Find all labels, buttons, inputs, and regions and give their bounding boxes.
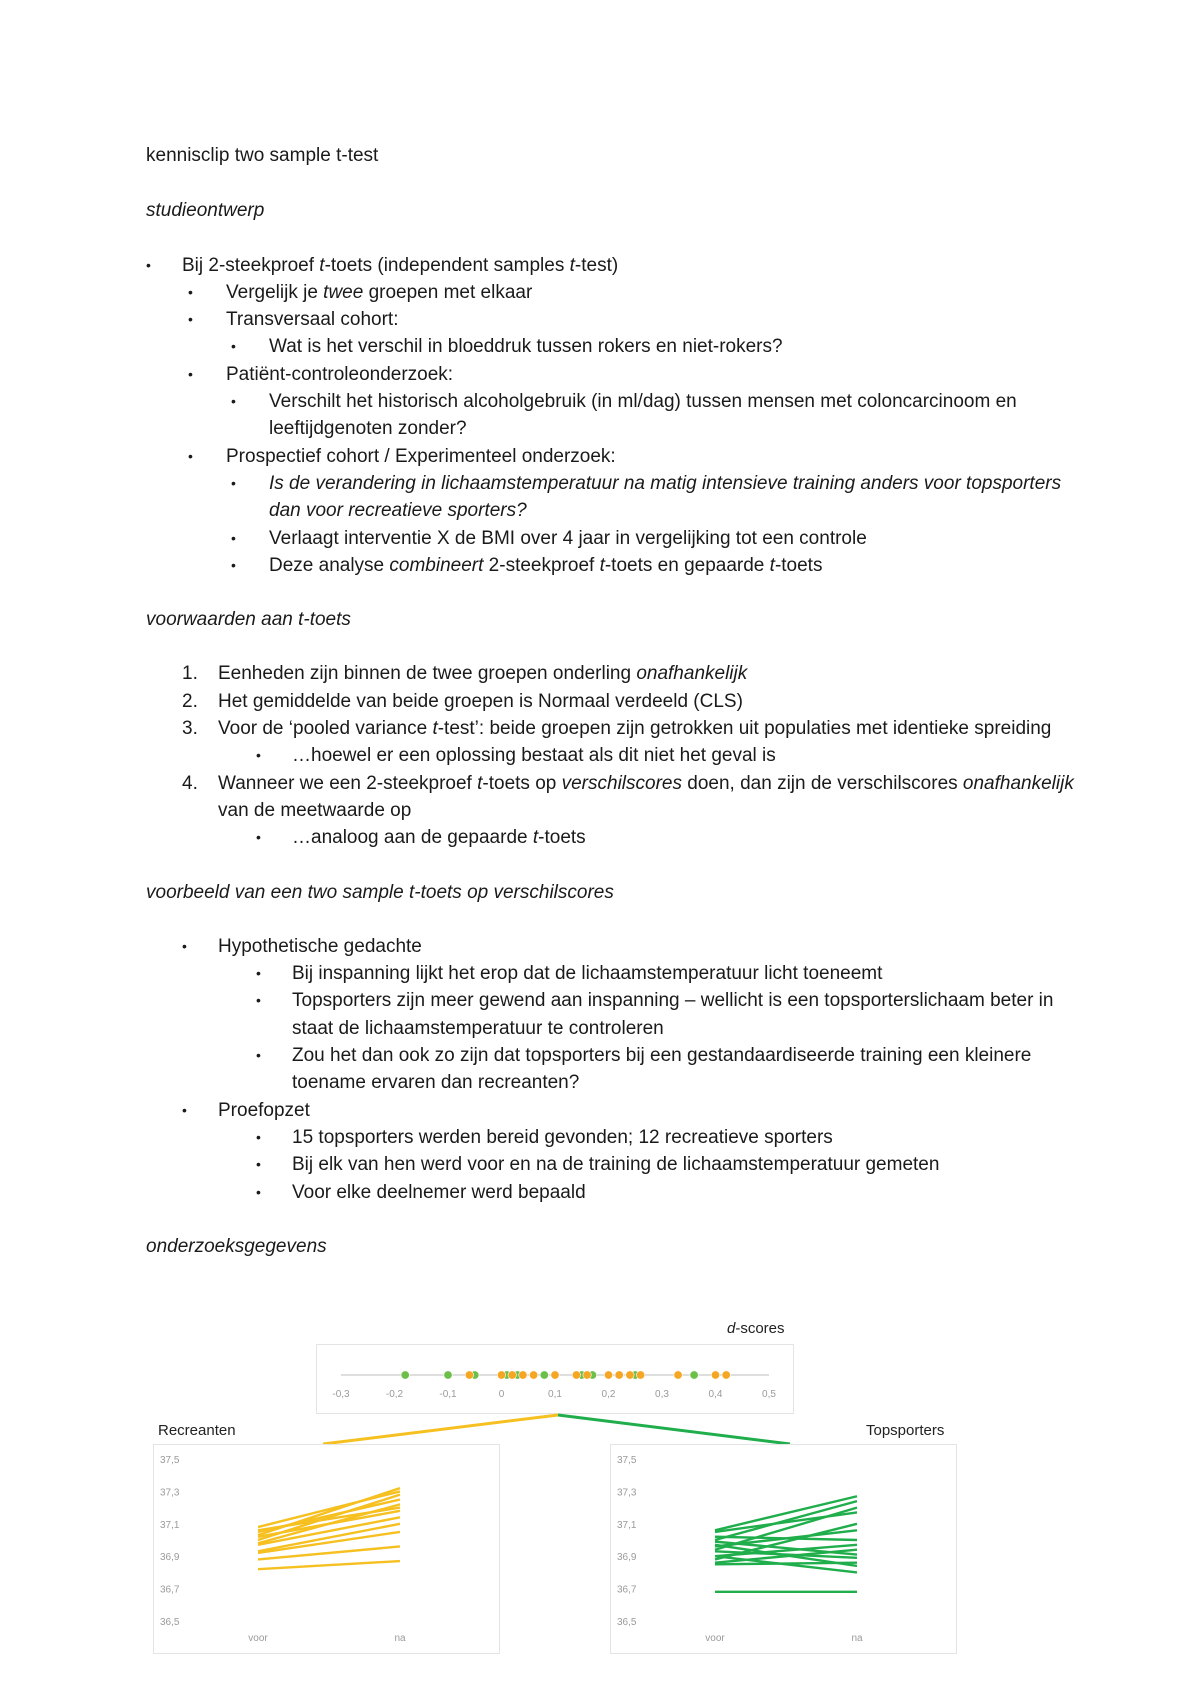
dscores-point (401, 1371, 409, 1379)
bullet-icon: • (256, 1047, 261, 1064)
section-heading-onderzoeksgegevens: onderzoeksgegevens (146, 1235, 327, 1257)
bullet-icon: • (256, 965, 261, 982)
bullet-icon: • (256, 1183, 261, 1200)
dscores-tick-label: -0,2 (385, 1389, 404, 1400)
y-tick-label: 36,9 (160, 1552, 180, 1564)
dscores-point (636, 1371, 644, 1379)
recreanten-chart (154, 1445, 499, 1653)
dscores-point (711, 1371, 719, 1379)
numbered-item: 1. Eenheden zijn binnen de twee groepen onderling onafhankelijk (182, 663, 748, 685)
bullet-icon: • (146, 256, 151, 273)
bullet-icon: • (231, 474, 236, 491)
section-heading-studieontwerp: studieontwerp (146, 200, 265, 222)
dscores-tick-label: -0,3 (332, 1389, 350, 1400)
dscores-tick-label: -0,1 (439, 1389, 457, 1400)
participant-line (715, 1537, 857, 1540)
y-tick-label: 36,7 (160, 1584, 180, 1596)
dscores-point (690, 1371, 698, 1379)
recreanten-panel (153, 1444, 500, 1654)
dscores-title: d-scores (727, 1320, 785, 1337)
y-tick-label: 37,3 (617, 1487, 637, 1499)
dscores-point (674, 1371, 682, 1379)
dscores-point (529, 1371, 537, 1379)
dscores-tick-label: 0,4 (708, 1389, 723, 1400)
x-tick-label: na (394, 1633, 406, 1644)
bullet-icon: • (256, 747, 261, 764)
list-item: • Is de verandering in lichaamstemperatuur na matig intensieve training anders voor topsporters dan voor recreatieve sporters? (146, 470, 1076, 525)
dscores-tick-label: 0 (498, 1389, 505, 1400)
topsporters-label: Topsporters (866, 1422, 945, 1439)
connector-topsporters (558, 1415, 790, 1444)
y-tick-label: 36,5 (160, 1617, 180, 1628)
recreanten-label: Recreanten (158, 1422, 236, 1439)
dscores-point (465, 1371, 473, 1379)
dscores-point (444, 1371, 452, 1379)
list-item: • Bij inspanning lijkt het erop dat de lichaamstemperatuur licht toeneemt (146, 960, 1076, 987)
list-item: • Voor elke deelnemer werd bepaald (146, 1179, 1076, 1206)
dscores-point (572, 1371, 580, 1379)
y-tick-label: 37,1 (617, 1519, 637, 1531)
topsporters-chart (611, 1445, 956, 1653)
list-item: • Hypothetische gedachte (146, 933, 1076, 960)
numbered-item: 4. Wanneer we een 2-steekproef t-toets op verschilscores doen, dan zijn de verschilscores onafhankelijk van de meetwaarde op (182, 772, 1074, 821)
dscores-point (722, 1371, 730, 1379)
data-figure (150, 1314, 960, 1654)
dscores-point (540, 1371, 548, 1379)
list-item: • Deze analyse combineert 2-steekproef t-toets en gepaarde t-toets (146, 552, 1076, 579)
bullet-icon: • (188, 311, 193, 328)
dscores-tick-label: 0,5 (762, 1389, 776, 1400)
dscores-panel (316, 1344, 794, 1414)
bullet-icon: • (188, 283, 193, 300)
x-tick-label: voor (705, 1633, 725, 1644)
bullet-icon: • (231, 338, 236, 355)
bullet-icon: • (256, 1128, 261, 1145)
list-item: • Verlaagt interventie X de BMI over 4 jaar in vergelijking tot een controle (146, 525, 1076, 552)
dscores-tick-label: 0,2 (601, 1389, 616, 1400)
y-tick-label: 37,3 (160, 1487, 180, 1499)
dscores-point (615, 1371, 623, 1379)
participant-line (258, 1561, 400, 1569)
bullet-icon: • (256, 829, 261, 846)
document-body (146, 142, 1076, 1287)
topsporters-panel (610, 1444, 957, 1654)
bullet-icon: • (231, 556, 236, 573)
list-item: • Prospectief cohort / Experimenteel onderzoek: (146, 443, 1076, 470)
y-tick-label: 37,5 (617, 1455, 637, 1466)
dscores-point (519, 1371, 527, 1379)
list-item: • Bij 2-steekproef t-toets (independent samples t-test) (146, 252, 1076, 279)
bullet-icon: • (182, 937, 187, 954)
dscores-point (497, 1371, 505, 1379)
bullet-icon: • (188, 365, 193, 382)
list-item: • 15 topsporters werden bereid gevonden; 12 recreatieve sporters (146, 1124, 1076, 1151)
list-item: • Zou het dan ook zo zijn dat topsporters bij een gestandaardiseerde training een kleinere toename ervaren dan recreanten? (146, 1042, 1076, 1097)
dscores-point (604, 1371, 612, 1379)
dscores-point (551, 1371, 559, 1379)
section-studieontwerp (146, 252, 1076, 580)
y-tick-label: 37,5 (160, 1455, 180, 1466)
list-item: • Vergelijk je twee groepen met elkaar (146, 279, 1076, 306)
dscores-point (626, 1371, 634, 1379)
y-tick-label: 36,5 (617, 1617, 637, 1628)
list-item: • …analoog aan de gepaarde t-toets (146, 824, 1076, 851)
numbered-item: 3. Voor de ‘pooled variance t-test’: beide groepen zijn getrokken uit populaties met identieke spreiding (182, 718, 1052, 740)
bullet-icon: • (231, 529, 236, 546)
section-voorbeeld (146, 933, 1076, 1206)
dscores-tick-label: 0,1 (548, 1389, 562, 1400)
dscores-point (583, 1371, 591, 1379)
section-heading-voorwaarden: voorwaarden aan t-toets (146, 609, 351, 631)
connector-recreanten (323, 1415, 558, 1444)
section-heading-voorbeeld: voorbeeld van een two sample t-toets op verschilscores (146, 881, 614, 903)
x-tick-label: na (851, 1633, 863, 1644)
bullet-icon: • (231, 393, 236, 410)
y-tick-label: 36,9 (617, 1552, 637, 1564)
x-tick-label: voor (248, 1633, 268, 1644)
list-item: • Bij elk van hen werd voor en na de training de lichaamstemperatuur gemeten (146, 1151, 1076, 1178)
list-item: • Wat is het verschil in bloeddruk tussen rokers en niet-rokers? (146, 333, 1076, 360)
dscores-tick-label: 0,3 (655, 1389, 669, 1400)
bullet-icon: • (182, 1101, 187, 1118)
list-item: • Proefopzet (146, 1097, 1076, 1124)
dscores-point (508, 1371, 516, 1379)
bullet-icon: • (256, 992, 261, 1009)
list-item: • …hoewel er een oplossing bestaat als dit niet het geval is (146, 742, 1076, 769)
list-item: • Topsporters zijn meer gewend aan inspanning – wellicht is een topsporterslichaam beter in staat de lichaamstemperatuur te controleren (146, 987, 1076, 1042)
section-voorwaarden (146, 660, 1076, 851)
numbered-item: 2. Het gemiddelde van beide groepen is Normaal verdeeld (CLS) (182, 690, 743, 712)
list-item: • Verschilt het historisch alcoholgebruik (in ml/dag) tussen mensen met coloncarcinoom en leeftijdgenoten zonder? (146, 388, 1076, 443)
y-tick-label: 37,1 (160, 1519, 180, 1531)
bullet-icon: • (188, 447, 193, 464)
participant-line (258, 1532, 400, 1553)
bullet-icon: • (256, 1156, 261, 1173)
y-tick-label: 36,7 (617, 1584, 637, 1596)
dscores-chart (317, 1345, 793, 1413)
participant-line (715, 1501, 857, 1540)
document-title: kennisclip two sample t-test (146, 145, 379, 166)
list-item: • Patiënt-controleonderzoek: (146, 361, 1076, 388)
list-item: • Transversaal cohort: (146, 306, 1076, 333)
